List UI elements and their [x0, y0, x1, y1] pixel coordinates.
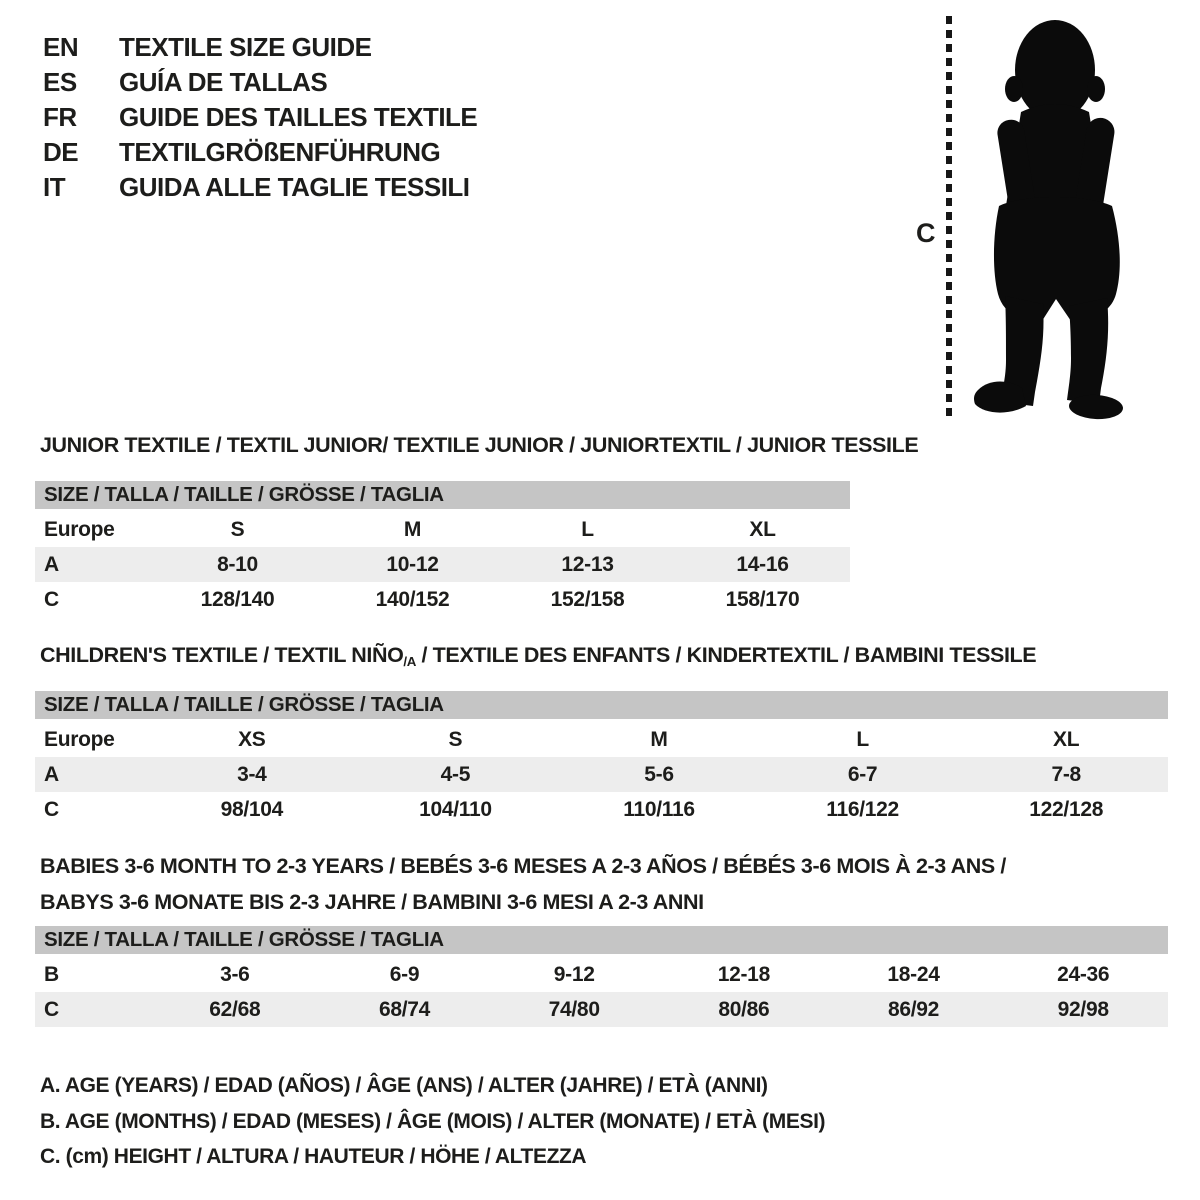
size-cell: XS — [238, 727, 266, 751]
value-cell: 140/152 — [375, 587, 450, 611]
size-cell: M — [403, 517, 422, 541]
row-label: C — [44, 797, 59, 821]
table-row-europe — [35, 512, 850, 547]
value-cell: 14-16 — [736, 552, 789, 576]
size-cell: XL — [749, 517, 776, 541]
size-header-bar: SIZE / TALLA / TAILLE / GRÖSSE / TAGLIA — [35, 691, 1168, 719]
row-label: Europe — [44, 727, 115, 751]
value-cell: 74/80 — [548, 997, 600, 1021]
junior-size-table — [35, 481, 850, 617]
value-cell: 3-6 — [220, 962, 250, 986]
language-label: TEXTILGRÖßENFÜHRUNG — [119, 137, 441, 167]
size-cell: L — [856, 727, 869, 751]
value-cell: 12-13 — [561, 552, 614, 576]
value-cell: 92/98 — [1057, 997, 1109, 1021]
language-row-it — [43, 170, 477, 205]
legend-line-a: A. AGE (YEARS) / EDAD (AÑOS) / ÂGE (ANS) / ALTER (JAHRE) / ETÀ (ANNI) — [40, 1074, 768, 1097]
table-row-height — [35, 992, 1168, 1027]
value-cell: 86/92 — [887, 997, 940, 1021]
size-header-bar: SIZE / TALLA / TAILLE / GRÖSSE / TAGLIA — [35, 926, 1168, 954]
language-label: GUIDA ALLE TAGLIE TESSILI — [119, 172, 470, 202]
height-measure-label: C — [916, 218, 936, 248]
toddler-silhouette-icon — [968, 8, 1146, 424]
table-row-height — [35, 582, 850, 617]
value-cell: 122/128 — [1029, 797, 1104, 821]
language-row-es — [43, 65, 477, 100]
row-label: Europe — [44, 517, 115, 541]
value-cell: 128/140 — [200, 587, 275, 611]
value-cell: 104/110 — [419, 797, 492, 821]
table-row-months — [35, 957, 1168, 992]
table-row-europe — [35, 722, 1168, 757]
language-label: GUIDE DES TAILLES TEXTILE — [119, 102, 478, 132]
size-cell: XL — [1053, 727, 1080, 751]
value-cell: 152/158 — [550, 587, 625, 611]
table-row-age — [35, 757, 1168, 792]
table-row-age — [35, 547, 850, 582]
children-section-title — [40, 643, 1036, 668]
value-cell: 80/86 — [718, 997, 770, 1021]
table-row-height — [35, 792, 1168, 827]
value-cell: 68/74 — [378, 997, 431, 1021]
babies-title-line2: BABYS 3-6 MONATE BIS 2-3 JAHRE / BAMBINI 3-6 MESI A 2-3 ANNI — [40, 890, 704, 914]
size-header-bar: SIZE / TALLA / TAILLE / GRÖSSE / TAGLIA — [35, 481, 850, 509]
value-cell: 12-18 — [717, 962, 770, 986]
language-code: FR — [43, 102, 77, 132]
language-code: DE — [43, 137, 79, 167]
language-code: EN — [43, 32, 79, 62]
value-cell: 6-9 — [389, 962, 420, 986]
value-cell: 98/104 — [220, 797, 284, 821]
language-label: GUÍA DE TALLAS — [119, 67, 328, 97]
value-cell: 18-24 — [887, 962, 940, 986]
value-cell: 116/122 — [826, 797, 899, 821]
value-cell: 158/170 — [725, 587, 800, 611]
row-label: A — [44, 762, 59, 786]
language-code: ES — [43, 67, 77, 97]
babies-title-line1: BABIES 3-6 MONTH TO 2-3 YEARS / BEBÉS 3-6 MESES A 2-3 AÑOS / BÉBÉS 3-6 MOIS À 2-3 ANS / — [40, 854, 1006, 878]
children-title-suffix: / TEXTILE DES ENFANTS / KINDERTEXTIL / BAMBINI TESSILE — [415, 643, 1037, 667]
measurement-legend — [40, 1068, 825, 1175]
babies-section-title — [40, 848, 1006, 920]
size-cell: S — [448, 727, 463, 751]
value-cell: 62/68 — [209, 997, 261, 1021]
value-cell: 3-4 — [237, 762, 267, 786]
value-cell: 10-12 — [386, 552, 439, 576]
row-label: B — [44, 962, 59, 986]
row-label: C — [44, 587, 59, 611]
language-label: TEXTILE SIZE GUIDE — [119, 32, 372, 62]
value-cell: 8-10 — [217, 552, 258, 576]
value-cell: 110/116 — [623, 797, 695, 821]
value-cell: 6-7 — [847, 762, 878, 786]
language-row-de — [43, 135, 477, 170]
children-size-table — [35, 691, 1168, 827]
value-cell: 24-36 — [1057, 962, 1110, 986]
size-cell: L — [581, 517, 594, 541]
language-title-list — [43, 30, 477, 205]
value-cell: 4-5 — [440, 762, 471, 786]
language-row-fr — [43, 100, 477, 135]
babies-size-table — [35, 926, 1168, 1027]
language-row-en — [43, 30, 477, 65]
junior-section-title: JUNIOR TEXTILE / TEXTIL JUNIOR/ TEXTILE JUNIOR / JUNIORTEXTIL / JUNIOR TESSILE — [40, 433, 919, 457]
row-label: C — [44, 997, 59, 1021]
children-title-subscript: /A — [403, 653, 416, 669]
legend-line-b: B. AGE (MONTHS) / EDAD (MESES) / ÂGE (MOIS) / ALTER (MONATE) / ETÀ (MESI) — [40, 1109, 826, 1133]
size-cell: S — [230, 517, 245, 541]
row-label: A — [44, 552, 59, 576]
value-cell: 9-12 — [553, 962, 595, 986]
language-code: IT — [43, 172, 66, 202]
value-cell: 5-6 — [644, 762, 674, 786]
legend-line-c: C. (cm) HEIGHT / ALTURA / HAUTEUR / HÖHE / ALTEZZA — [40, 1145, 587, 1168]
value-cell: 7-8 — [1051, 762, 1081, 786]
size-cell: M — [650, 727, 668, 751]
children-title-prefix: CHILDREN'S TEXTILE / TEXTIL NIÑO — [40, 643, 404, 667]
height-measure-dashed-line — [946, 16, 952, 422]
